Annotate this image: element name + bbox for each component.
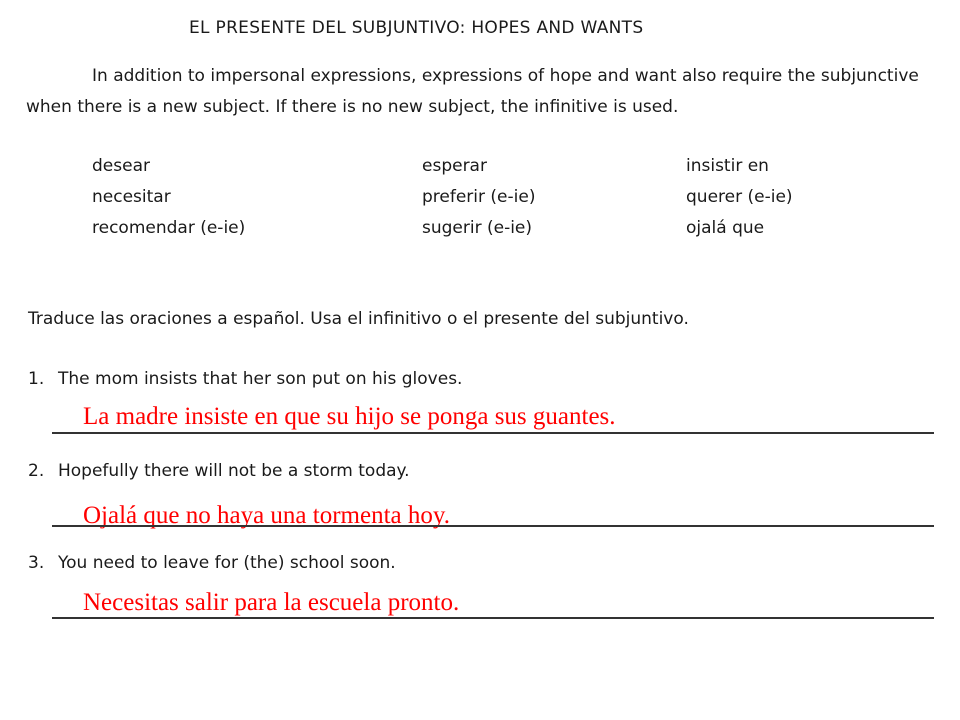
verb-item: sugerir (e-ie) bbox=[422, 218, 533, 238]
verb-item: querer (e-ie) bbox=[686, 187, 793, 207]
answer-line bbox=[52, 432, 934, 434]
verb-item: preferir (e-ie) bbox=[422, 187, 536, 207]
verb-item: ojalá que bbox=[686, 218, 765, 238]
verb-item: recomendar (e-ie) bbox=[92, 218, 246, 238]
question-prompt: The mom insists that her son put on his gloves. bbox=[58, 369, 463, 389]
question-number: 1. bbox=[28, 369, 45, 389]
page-title: EL PRESENTE DEL SUBJUNTIVO: HOPES AND WANTS bbox=[189, 18, 644, 38]
verb-item: desear bbox=[92, 156, 150, 176]
intro-paragraph: In addition to impersonal expressions, expressions of hope and want also require the subjunctive when there is a new subject. If there is no new subject, the infinitive is used. bbox=[26, 66, 919, 117]
instructions: Traduce las oraciones a español. Usa el infinitivo o el presente del subjuntivo. bbox=[28, 309, 689, 329]
question-number: 3. bbox=[28, 553, 45, 573]
verb-item: insistir en bbox=[686, 156, 769, 176]
verb-item: necesitar bbox=[92, 187, 171, 207]
question-prompt: You need to leave for (the) school soon. bbox=[58, 553, 396, 573]
verb-item: esperar bbox=[422, 156, 487, 176]
answer-text[interactable]: Ojalá que no haya una tormenta hoy. bbox=[83, 502, 451, 529]
question-prompt: Hopefully there will not be a storm today. bbox=[58, 461, 410, 481]
answer-line bbox=[52, 525, 934, 527]
answer-text[interactable]: Necesitas salir para la escuela pronto. bbox=[83, 589, 460, 616]
answer-line bbox=[52, 617, 934, 619]
question-number: 2. bbox=[28, 461, 45, 481]
answer-text[interactable]: La madre insiste en que su hijo se ponga sus guantes. bbox=[83, 403, 616, 430]
